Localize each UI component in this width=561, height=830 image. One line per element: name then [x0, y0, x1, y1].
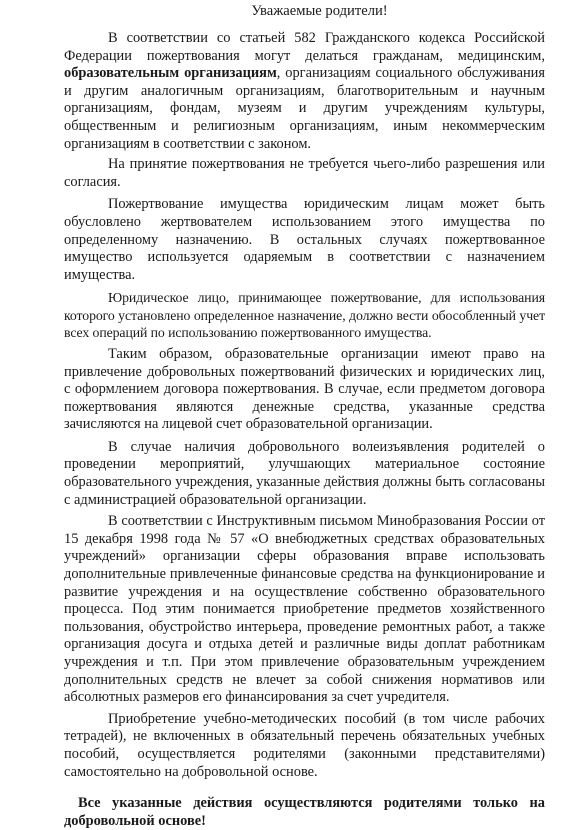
paragraph-workbooks: Приобретение учебно-методических пособий (в том числе рабочих тетрадей), не включенных в обязательный перечень обязательных учебных пособий, осуществляется родителями (законными представителями) самостоятельно на добровольной основе.: [64, 710, 545, 780]
paragraph-parents-will: В случае наличия добровольного волеизъявления родителей о проведении мероприятий, улучшающих материальное состояние образовательного учреждения, указанные действия должны быть согласованы с администрацией образовательной организации.: [64, 438, 545, 508]
paragraph-no-permission: На принятие пожертвования не требуется чьего-либо разрешения или согласия.: [64, 156, 545, 190]
paragraph-ministry-letter: В соответствии с Инструктивным письмом Минобразования России от 15 декабря 1998 года № 57 «О внебюджетных средствах образовательных учреждений» организации сферы образования вправе использовать дополнительные привлеченные финансовые средства на функционирование и развитие учреждения и на осуществление собственно образовательного процесса. Под этим понимается приобретение предметов хозяйственного пользования, обустройство интерьера, проведение ремонтных работ, а также организация досуга и отдыха детей и различные виды доплат работникам учреждения и т.п. При этом привлечение образовательным учреждением дополнительных средств не влечет за собой снижения нормативов или абсолютных размеров его финансирования за счет учредителя.: [64, 513, 545, 706]
paragraph-property-purpose: Пожертвование имущества юридическим лицам может быть обусловлено жертвователем использованием этого имущества по определенному назначению. В остальных случаях пожертвованное имущество используется одаряемым в соответствии с назначением имущества.: [64, 196, 545, 283]
document-title: Уважаемые родители!: [251, 3, 388, 19]
paragraph-civil-code-start: В соответствии со статьей 582 Гражданского кодекса Российской Федерации пожертвования могут делаться гражданам, медицинским,: [64, 30, 545, 64]
paragraph-civil-code-emphasis: образовательным организациям: [64, 65, 277, 82]
paragraph-donation-agreement: Таким образом, образовательные организации имеют право на привлечение добровольных пожертвований физических и юридических лиц, с оформлением договора пожертвования. В случае, если предметом договора пожертвования являются денежные средства, указанные средства зачисляются на лицевой счет образовательной организации.: [64, 345, 545, 433]
paragraph-separate-accounting: Юридическое лицо, принимающее пожертвование, для использования которого установлено определенное назначение, должно вести обособленный учет всех операций по использованию пожертвованного имущества.: [64, 290, 545, 340]
paragraph-civil-code: [64, 30, 545, 153]
paragraph-civil-code-end: , организациям социального обслуживания и другим аналогичным организациям, благотворительным и научным организациям, фондам, музеям и другим учреждениям культуры, общественным и религиозным организациям, иным некоммерческим организациям в соответствии с законом.: [64, 65, 545, 152]
closing-statement: Все указанные действия осуществляются родителями только на добровольной основе!: [64, 795, 545, 829]
